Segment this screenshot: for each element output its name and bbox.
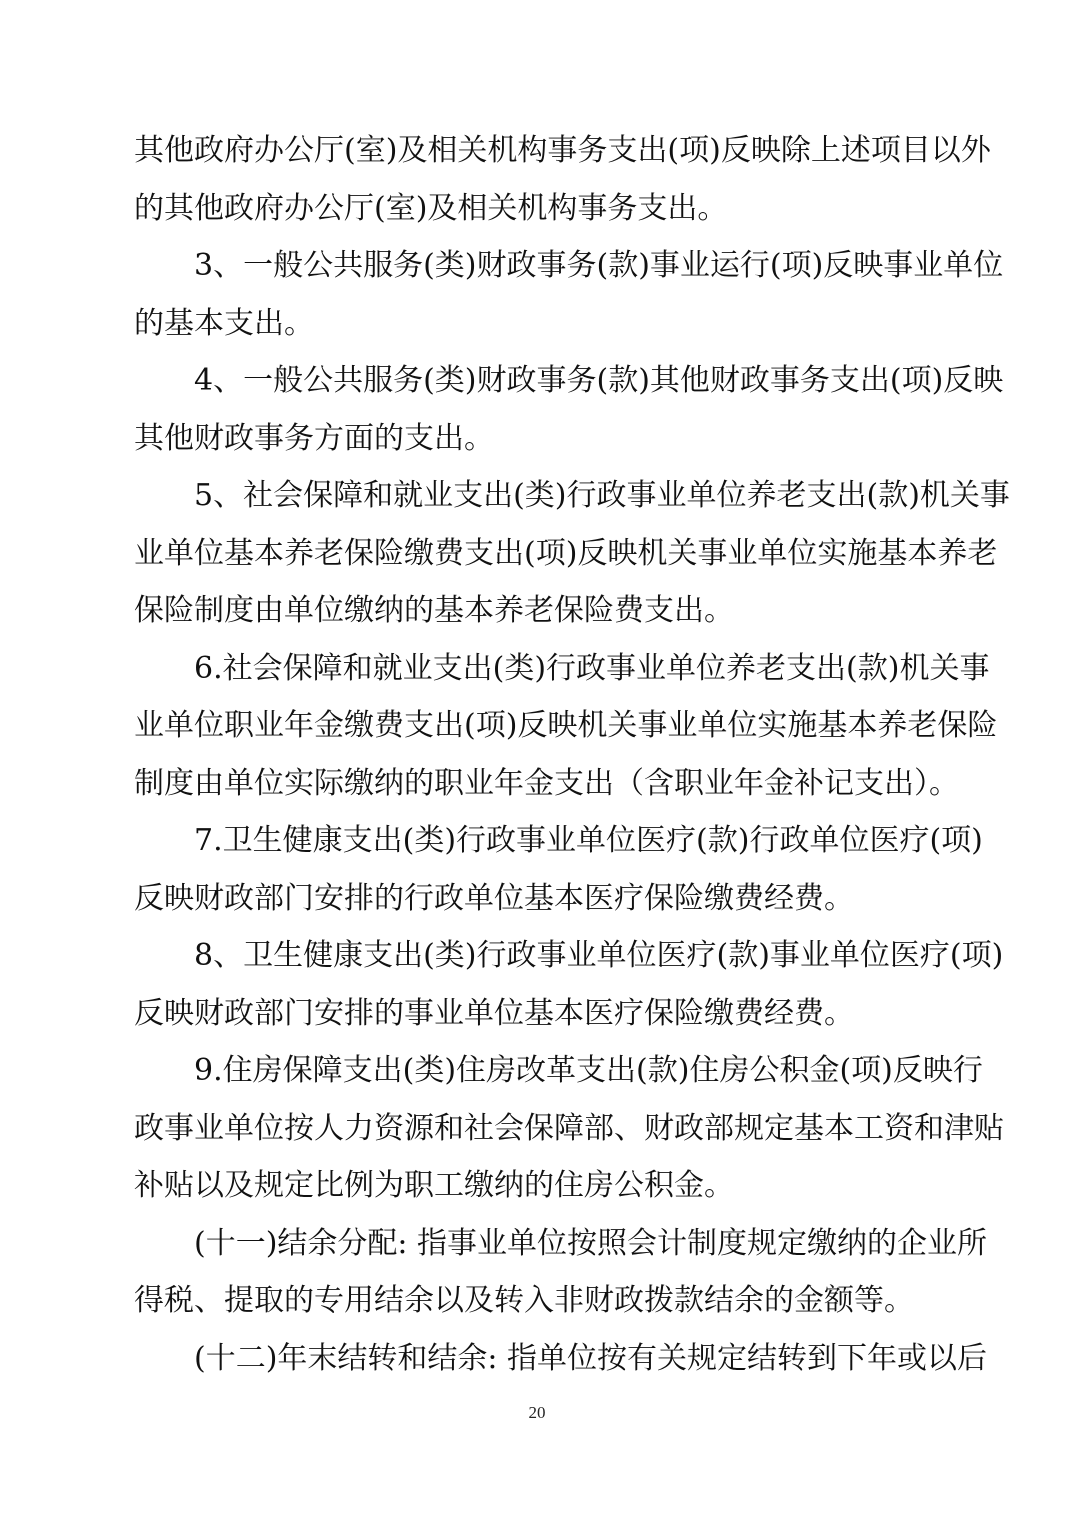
text-line: 3、一般公共服务(类)财政事务(款)事业运行(项)反映事业单位 [194, 248, 1004, 283]
paragraph-section-12 [134, 1330, 988, 1388]
text-line: 反映财政部门安排的行政单位基本医疗保险缴费经费。 [134, 880, 854, 916]
text-line: 的其他政府办公厅(室)及相关机构事务支出。 [134, 190, 728, 226]
text-line: 反映财政部门安排的事业单位基本医疗保险缴费经费。 [134, 995, 854, 1031]
text-line: 业单位基本养老保险缴费支出(项)反映机关事业单位实施基本养老 [134, 535, 998, 571]
text-line: (十二)年末结转和结余: 指单位按有关规定结转到下年或以后 [194, 1340, 988, 1376]
page-number: 20 [528, 1403, 546, 1422]
text-line: 其他财政事务方面的支出。 [134, 420, 494, 456]
paragraph-item-7 [134, 812, 983, 927]
text-line: 8、卫生健康支出(类)行政事业单位医疗(款)事业单位医疗(项) [194, 938, 1004, 973]
text-line: 5、社会保障和就业支出(类)行政事业单位养老支出(款)机关事 [194, 478, 1010, 513]
text-line: 4、一般公共服务(类)财政事务(款)其他财政事务支出(项)反映 [194, 363, 1004, 398]
text-line: 6.社会保障和就业支出(类)行政事业单位养老支出(款)机关事 [194, 650, 990, 686]
text-line: 补贴以及规定比例为职工缴纳的住房公积金。 [134, 1168, 734, 1203]
paragraph-item-4 [134, 352, 1004, 467]
paragraph-item-6 [134, 640, 998, 813]
text-line: 政事业单位按人力资源和社会保障部、财政部规定基本工资和津贴 [134, 1110, 1004, 1146]
text-line: 9.住房保障支出(类)住房改革支出(款)住房公积金(项)反映行 [194, 1053, 983, 1088]
text-line: 的基本支出。 [134, 305, 314, 341]
text-line: 保险制度由单位缴纳的基本养老保险费支出。 [134, 593, 734, 628]
paragraph-other-office-expenditure [134, 122, 991, 237]
paragraph-item-5 [134, 467, 1010, 640]
text-line: 制度由单位实际缴纳的职业年金支出（含职业年金补记支出）。 [134, 765, 959, 801]
text-line: (十一)结余分配: 指事业单位按照会计制度规定缴纳的企业所 [194, 1225, 988, 1261]
paragraph-section-11 [134, 1215, 988, 1330]
text-line: 业单位职业年金缴费支出(项)反映机关事业单位实施基本养老保险 [134, 708, 998, 743]
body-text [134, 122, 1010, 1387]
text-line: 得税、提取的专用结余以及转入非财政拨款结余的金额等。 [134, 1283, 914, 1318]
text-line: 其他政府办公厅(室)及相关机构事务支出(项)反映除上述项目以外 [134, 133, 991, 168]
text-line: 7.卫生健康支出(类)行政事业单位医疗(款)行政单位医疗(项) [194, 823, 983, 858]
paragraph-item-8 [134, 927, 1004, 1042]
paragraph-item-9 [134, 1042, 1004, 1215]
paragraph-item-3 [134, 237, 1004, 352]
